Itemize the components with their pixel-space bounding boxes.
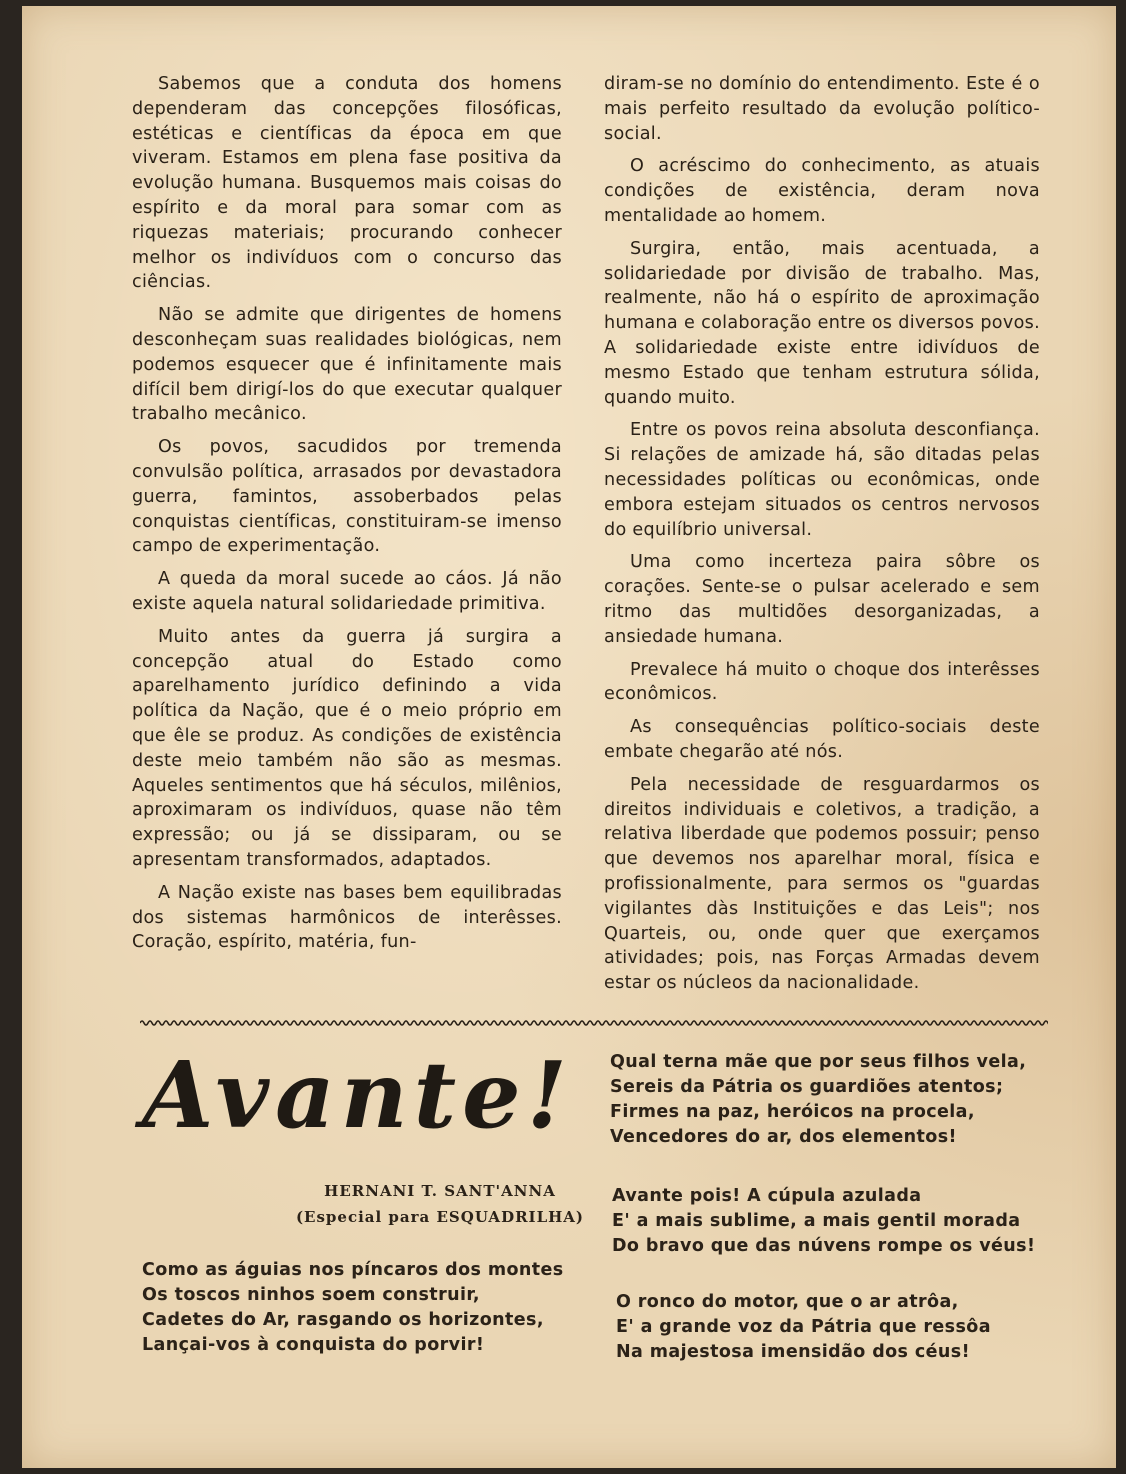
poem-stanza-3	[612, 1184, 1035, 1259]
article-left-column	[132, 72, 562, 963]
article-paragraph: Muito antes da guerra já surgira a concepção atual do Estado como aparelhamento jurídico definindo a vida política da Nação, que é o meio próprio em que êle se produz. As condições de existência deste meio também não são as mesmas. Aqueles sentimentos que há séculos, milênios, aproximaram os indivíduos, quase não têm expressão; ou já se dissiparam, ou se apresentam transformados, adaptados.	[132, 626, 562, 870]
article-paragraph: Os povos, sacudidos por tremenda convulsão política, arrasados por devastadora guerra, famintos, assoberbados pelas conquistas científicas, constituiram-se imenso campo de experimentação.	[132, 437, 562, 557]
article-paragraph: Surgira, então, mais acentuada, a solidariedade por divisão de trabalho. Mas, realmente, não há o espírito de aproximação humana e colaboração entre os diversos povos. A solidariedade existe entre idivíduos de mesmo Estado que tenham estrutura sólida, quando muito.	[604, 238, 1040, 408]
poem-line: Na majestosa imensidão dos céus!	[616, 1342, 970, 1362]
poem-line: E' a grande voz da Pátria que ressôa	[616, 1317, 991, 1337]
article-paragraph: As consequências político-sociais deste embate chegarão até nós.	[604, 717, 1040, 762]
wavy-divider	[140, 1016, 1048, 1030]
article-paragraph: Sabemos que a conduta dos homens dependeram das concepções filosóficas, estéticas e científicas da época em que viveram. Estamos em plena fase positiva da evolução humana. Busquemos mais coisas do espírito e da moral para somar com as riquezas materiais; procurando conhecer melhor os indivíduos com o concurso das ciências.	[132, 74, 562, 293]
article-paragraph: Prevalece há muito o choque dos interêsses econômicos.	[604, 659, 1040, 705]
poem-line: Lançai-vos à conquista do porvir!	[142, 1335, 485, 1355]
poem-line: Vencedores do ar, dos elementos!	[610, 1127, 957, 1147]
poem-stanza-4	[616, 1290, 991, 1365]
poem-line: Qual terna mãe que por seus filhos vela,	[610, 1052, 1027, 1072]
article-paragraph: diram-se no domínio do entendimento. Este é o mais perfeito resultado da evolução político-social.	[604, 74, 1040, 144]
article-paragraph: Uma como incerteza paira sôbre os corações. Sente-se o pulsar acelerado e sem ritmo das multidões desorganizadas, a ansiedade humana.	[604, 552, 1040, 647]
author-name: HERNANI T. SANT'ANNA	[324, 1182, 556, 1200]
article-paragraph: Pela necessidade de resguardarmos os direitos individuais e coletivos, a tradição, a relativa liberdade que podemos possuir; penso que devemos nos aparelhar moral, física e profissionalmente, para sermos os "guardas vigilantes dàs Instituições e das Leis"; nos Quarteis, ou, onde quer que exerçamos atividades; pois, nas Forças Armadas devem estar os núcleos da nacionalidade.	[604, 774, 1040, 994]
poem-line: Firmes na paz, heróicos na procela,	[610, 1102, 975, 1122]
poem-line: Como as águias nos píncaros dos montes	[142, 1260, 564, 1280]
article-paragraph: A queda da moral sucede ao cáos. Já não existe aquela natural solidariedade primitiva.	[132, 569, 562, 614]
poem-line: Os toscos ninhos soem construir,	[142, 1285, 480, 1305]
magazine-page	[22, 6, 1116, 1468]
article-paragraph: O acréscimo do conhecimento, as atuais condições de existência, deram nova mentalidade ao homem.	[604, 156, 1040, 226]
poem-stanza-2	[610, 1050, 1026, 1150]
author-note: (Especial para ESQUADRILHA)	[295, 1208, 585, 1226]
article-paragraph: A Nação existe nas bases bem equilibradas dos sistemas harmônicos de interêsses. Coração, espírito, matéria, fun-	[132, 882, 562, 953]
poem-author	[290, 1178, 590, 1230]
article-right-column	[604, 72, 1040, 1004]
poem-stanza-1	[142, 1258, 564, 1358]
poem-line: Sereis da Pátria os guardiões atentos;	[610, 1077, 1004, 1097]
poem-line: O ronco do motor, que o ar atrôa,	[616, 1292, 959, 1312]
article-paragraph: Entre os povos reina absoluta desconfiança. Si relações de amizade há, são ditadas pelas necessidades políticas ou econômicas, onde embora estejam situados os centros nervosos do equilíbrio universal.	[604, 420, 1040, 540]
poem-title: Avante!	[142, 1041, 574, 1149]
article-paragraph: Não se admite que dirigentes de homens desconheçam suas realidades biológicas, nem podemos esquecer que é infinitamente mais difícil bem dirigí-los do que executar qualquer trabalho mecânico.	[132, 305, 562, 425]
poem-line: Cadetes do Ar, rasgando os horizontes,	[142, 1310, 544, 1330]
poem-line: Do bravo que das núvens rompe os véus!	[612, 1236, 1036, 1256]
poem-line: E' a mais sublime, a mais gentil morada	[612, 1211, 1021, 1231]
poem-line: Avante pois! A cúpula azulada	[612, 1186, 922, 1206]
